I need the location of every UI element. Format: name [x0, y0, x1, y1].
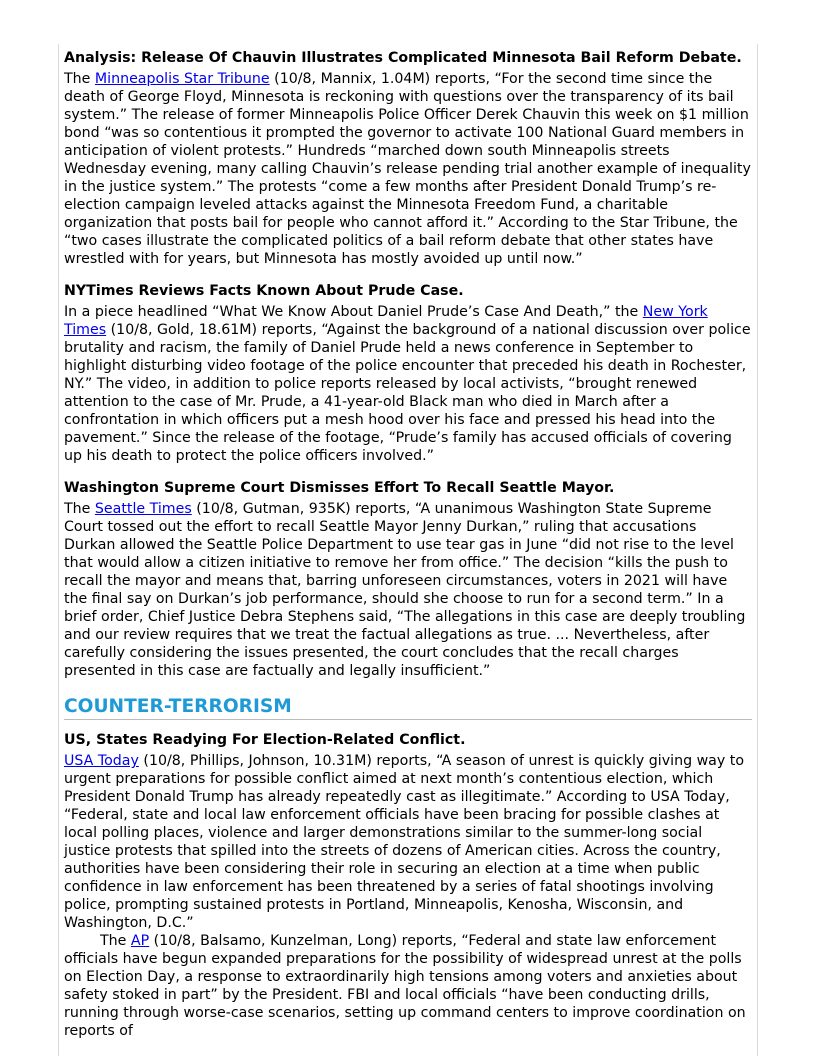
article-body: In a piece headlined “What We Know About Daniel Prude’s Case And Death,” the New York Times (10/8, Gold, 18.61M) reports, “Against the background of a national discussion over police brutality and racism, the family of Daniel Prude held a news conference in September to highlight disturbing video footage of the police encounter that preceded his death in Rochester, NY.” The video, in addition to police reports released by local activists, “brought renewed attention to the case of Mr. Prude, a 41-year-old Black man who died in March after a confrontation in which officers put a mesh hood over his face and pressed his head into the pavement.” Since the release of the footage, “Prude’s family has accused officials of covering up his death to protect the police officers involved.”: [64, 304, 751, 464]
source-link[interactable]: AP: [130, 933, 150, 949]
source-link[interactable]: Minneapolis Star Tribune: [94, 71, 270, 87]
article-body: The Minneapolis Star Tribune (10/8, Mannix, 1.04M) reports, “For the second time since the death of George Floyd, Minnesota is reckoning with questions over the transparency of its bail system.” The release of former Minneapolis Police Officer Derek Chauvin this week on $1 million bond “was so contentious it prompted the governor to activate 100 National Guard members in anticipation of violent protests.” Hundreds “marched down south Minneapolis streets Wednesday evening, many calling Chauvin’s release pending trial another example of inequality in the justice system.” The protests “come a few months after President Donald Trump’s re-election campaign leveled attacks against the Minnesota Freedom Fund, a charitable organization that posts bail for people who cannot afford it.” According to the Star Tribune, the “two cases illustrate the complicated politics of a bail reform debate that other states have wrestled with for years, but Minnesota has mostly avoided up until now.”: [64, 71, 751, 267]
article-body: The AP (10/8, Balsamo, Kunzelman, Long) reports, “Federal and state law enforcement officials have begun expanded preparations for the possibility of widespread unrest at the polls on Election Day, a response to extraordinarily high tensions among voters and anxieties about safety stoked in part” by the President. FBI and local officials “have been conducting drills, running through worse-case scenarios, setting up command centers to improve coordination on reports of: [64, 933, 746, 1039]
source-link[interactable]: USA Today: [64, 753, 139, 769]
source-link[interactable]: Seattle Times: [94, 501, 192, 517]
document-page: [58, 44, 758, 1056]
article-headline: NYTimes Reviews Facts Known About Prude Case.: [64, 283, 464, 299]
article: [64, 49, 752, 268]
article: [64, 479, 752, 680]
article: [64, 731, 752, 1040]
article-body: USA Today (10/8, Phillips, Johnson, 10.31M) reports, “A season of unrest is quickly giving way to urgent preparations for possible conflict aimed at next month’s contentious election, which President Donald Trump has already repeatedly cast as illegitimate.” According to USA Today, “Federal, state and local law enforcement officials have been bracing for possible clashes at local polling places, violence and larger demonstrations similar to the summer-long social justice protests that spilled into the streets of dozens of American cities. Across the country, authorities have been considering their role in securing an election at a time when public confidence in law enforcement has been threatened by a series of fatal shootings involving police, prompting sustained protests in Portland, Minneapolis, Kenosha, Wisconsin, and Washington, D.C.”: [64, 753, 745, 931]
source-link[interactable]: New York Times: [64, 304, 708, 338]
article-headline: Analysis: Release Of Chauvin Illustrates Complicated Minnesota Bail Reform Debate.: [64, 50, 742, 66]
document-content: [64, 49, 752, 1040]
article-body: The Seattle Times (10/8, Gutman, 935K) reports, “A unanimous Washington State Supreme Court tossed out the effort to recall Seattle Mayor Jenny Durkan,” ruling that accusations Durkan allowed the Seattle Police Department to use tear gas in June “did not rise to the level that would allow a citizen initiative to remove her from office.” The decision “kills the push to recall the mayor and means that, barring unforeseen circumstances, voters in 2021 will have the final say on Durkan’s job performance, should she choose to run for a second term.” In a brief order, Chief Justice Debra Stephens said, “The allegations in this case are deeply troubling and our review requires that we treat the factual allegations as true. ... Nevertheless, after carefully considering the issues presented, the court concludes that the recall charges presented in this case are factually and legally insufficient.”: [64, 501, 746, 679]
article-headline: Washington Supreme Court Dismisses Effort To Recall Seattle Mayor.: [64, 480, 615, 496]
section-heading: COUNTER-TERRORISM: [64, 696, 752, 720]
article-headline: US, States Readying For Election-Related Conflict.: [64, 732, 466, 748]
article: [64, 282, 752, 465]
